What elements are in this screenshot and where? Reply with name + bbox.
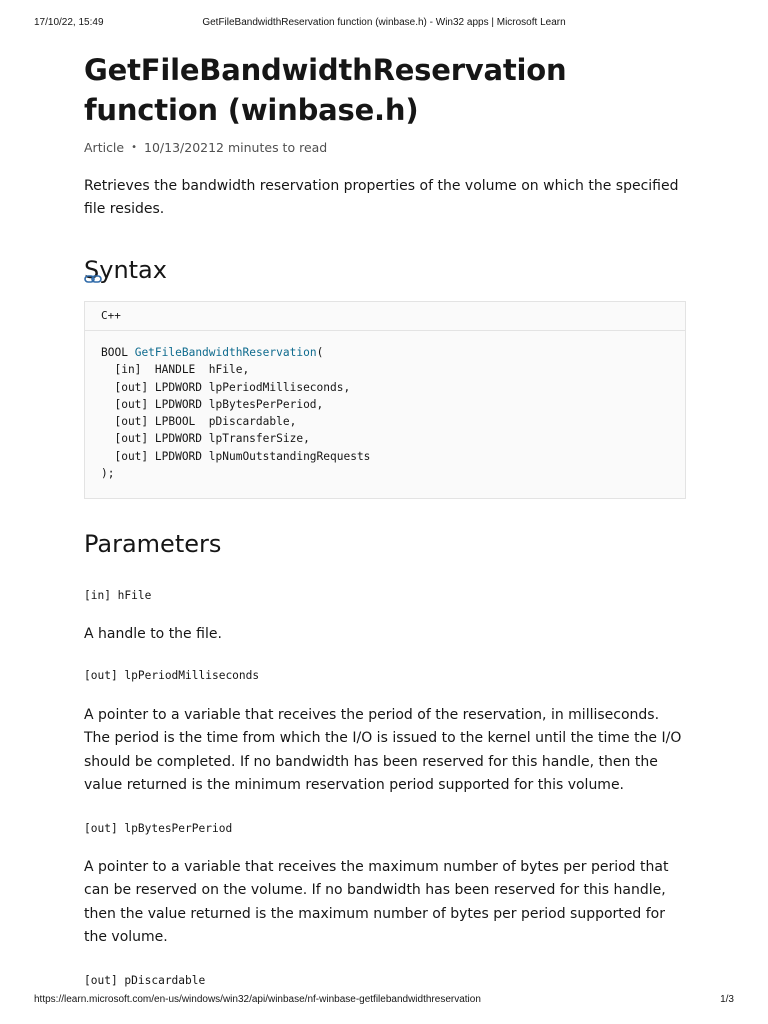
article-content [84, 50, 686, 990]
param-name-pdiscardable: [out] pDiscardable [84, 973, 206, 987]
param-desc-lpperiodmilliseconds: A pointer to a variable that receives the period of the reservation, in milliseconds. The period is the time from which the I/O is issued to the kernel until the time the I/O should be completed. If no bandwidth has been reserved for this handle, then the value returned is the minimum reservation period supported for this volume. [84, 706, 682, 794]
code-line: [in] HANDLE hFile, [101, 363, 250, 377]
print-datetime: 17/10/22, 15:49 [34, 17, 104, 28]
code-content [85, 331, 685, 498]
print-footer [34, 994, 734, 1005]
article-type: Article [84, 140, 125, 155]
code-line: [out] LPDWORD lpBytesPerPeriod, [101, 397, 324, 411]
article-date-read-time: 10/13/20212 minutes to read [144, 140, 328, 155]
code-line: [out] LPBOOL pDiscardable, [101, 415, 297, 429]
code-line: ); [101, 467, 115, 481]
code-line: [out] LPDWORD lpPeriodMilliseconds, [101, 380, 351, 394]
print-page-number: 1/3 [720, 994, 734, 1005]
param-desc-hfile: A handle to the file. [84, 626, 222, 643]
param-desc-lpbytesperperiod: A pointer to a variable that receives the maximum number of bytes per period that can be reserved on the volume. If no bandwidth has been reserved for this handle, then the value returned is the maximum number of bytes per period supported for the volume. [84, 858, 669, 946]
print-header [34, 17, 734, 28]
code-function-name[interactable]: GetFileBandwidthReservation [134, 346, 317, 359]
parameters-heading: Parameters [84, 530, 222, 559]
link-icon[interactable] [84, 262, 102, 274]
code-block [84, 301, 686, 499]
article-meta [84, 140, 686, 155]
code-return-type: BOOL [101, 346, 128, 359]
param-name-hfile: [in] hFile [84, 589, 152, 603]
bullet-separator-icon: • [131, 142, 138, 153]
code-line: [out] LPDWORD lpNumOutstandingRequests [101, 449, 371, 463]
param-name-lpbytesperperiod: [out] lpBytesPerPeriod [84, 821, 233, 835]
page-title: GetFileBandwidthReservation function (winbase.h) [84, 53, 567, 127]
code-line: [out] LPDWORD lpTransferSize, [101, 432, 310, 446]
print-page-title: GetFileBandwidthReservation function (winbase.h) - Win32 apps | Microsoft Learn [202, 17, 566, 28]
code-open-paren: ( [316, 346, 324, 359]
param-name-lpperiodmilliseconds: [out] lpPeriodMilliseconds [84, 668, 260, 682]
code-language-label: C++ [85, 302, 685, 331]
article-summary: Retrieves the bandwidth reservation properties of the volume on which the specified file resides. [84, 178, 679, 217]
syntax-heading [84, 255, 686, 285]
print-url[interactable]: https://learn.microsoft.com/en-us/windows/win32/api/winbase/nf-winbase-getfilebandwidthreservation [34, 994, 481, 1005]
syntax-heading-text: Syntax [84, 256, 167, 284]
